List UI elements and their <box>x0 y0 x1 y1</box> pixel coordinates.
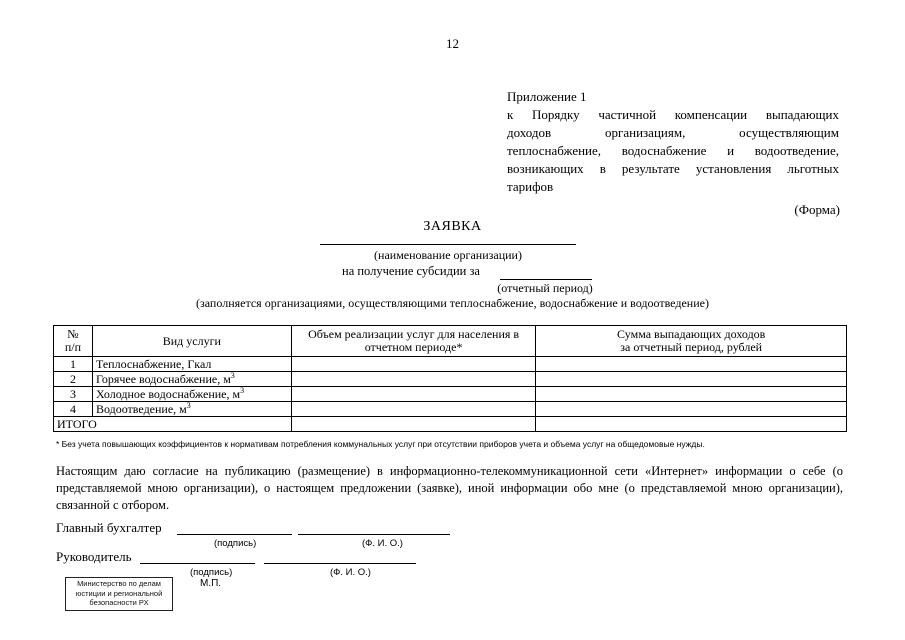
fio-caption: (Ф. И. О.) <box>330 567 371 578</box>
header-sum: Сумма выпадающих доходов за отчетный период, рублей <box>536 326 847 357</box>
services-table <box>53 325 847 432</box>
appendix-line: возникающих в результате установления льготных <box>507 161 839 176</box>
row-service: Теплоснабжение, Гкал <box>92 357 291 372</box>
director-fio-line <box>264 563 416 564</box>
table-total-row <box>54 417 847 432</box>
appendix-line: к Порядку частичной компенсации выпадающих <box>507 107 839 122</box>
row-volume-cell <box>291 402 536 417</box>
row-sum-cell <box>536 357 847 372</box>
row-volume-cell <box>291 372 536 387</box>
header-service: Вид услуги <box>92 326 291 357</box>
row-sum-cell <box>536 402 847 417</box>
appendix-title: Приложение 1 <box>507 89 587 104</box>
row-num: 2 <box>54 372 93 387</box>
chief-accountant-signature-line <box>177 534 292 535</box>
director-signature-line <box>140 563 255 564</box>
signature-caption: (подпись) <box>214 538 257 549</box>
page-number: 12 <box>446 36 459 51</box>
appendix-line: теплоснабжение, водоснабжение и водоотведение, <box>507 143 839 158</box>
table-row <box>54 402 847 417</box>
total-label: ИТОГО <box>54 417 292 432</box>
appendix-header <box>507 88 839 196</box>
row-volume-cell <box>291 357 536 372</box>
fio-caption: (Ф. И. О.) <box>362 538 403 549</box>
form-label: (Форма) <box>794 202 840 217</box>
row-volume-cell <box>291 387 536 402</box>
table-header-row <box>54 326 847 357</box>
director-label: Руководитель <box>56 549 132 564</box>
row-num: 3 <box>54 387 93 402</box>
row-service: Горячее водоснабжение, $м^3$ <box>92 372 291 387</box>
seal-caption: М.П. <box>200 578 222 589</box>
ministry-stamp: Министерство по делам юстиции и региональной безопасности РХ <box>65 577 173 611</box>
consent-text: Настоящим даю согласие на публикацию (размещение) в информационно-телекоммуникационной сети «Интернет» информации о себе (о представляемой мною организации), о настоящем предложении (заявке), иной информации обо мне (о представляемой мною организации), связанной с отбором. <box>56 464 843 512</box>
subsidy-label: на получение субсидии за <box>342 264 480 278</box>
header-num: № п/п <box>54 326 93 357</box>
footnote: * Без учета повышающих коэффициентов к нормативам потребления коммунальных услуг при отсутствии приборов учета и объема услуг на общедомовые нужды. <box>56 439 705 449</box>
row-sum-cell <box>536 372 847 387</box>
header-volume: Объем реализации услуг для населения в отчетном периоде* <box>291 326 536 357</box>
appendix-line: доходов организациям, осуществляющим <box>507 125 839 140</box>
period-field <box>500 279 592 280</box>
signature-caption: (подпись) <box>190 567 233 578</box>
total-volume-cell <box>291 417 536 432</box>
row-num: 4 <box>54 402 93 417</box>
chief-accountant-fio-line <box>298 534 450 535</box>
org-name-caption: (наименование организации) <box>374 248 522 262</box>
chief-accountant-label: Главный бухгалтер <box>56 520 162 535</box>
period-caption: (отчетный период) <box>497 281 593 295</box>
row-service: Холодное водоснабжение, $м^3$ <box>92 387 291 402</box>
row-service: Водоотведение, $м^3$ <box>92 402 291 417</box>
row-num: 1 <box>54 357 93 372</box>
filled-by-note: (заполняется организациями, осуществляющими теплоснабжение, водоснабжение и водоотведение) <box>196 296 709 310</box>
table-row <box>54 357 847 372</box>
document-title: ЗАЯВКА <box>423 219 482 234</box>
row-sum-cell <box>536 387 847 402</box>
table-row <box>54 387 847 402</box>
table-row <box>54 372 847 387</box>
org-name-field <box>320 244 576 245</box>
subsidy-line <box>342 264 480 279</box>
total-sum-cell <box>536 417 847 432</box>
appendix-line: тарифов <box>507 179 554 194</box>
